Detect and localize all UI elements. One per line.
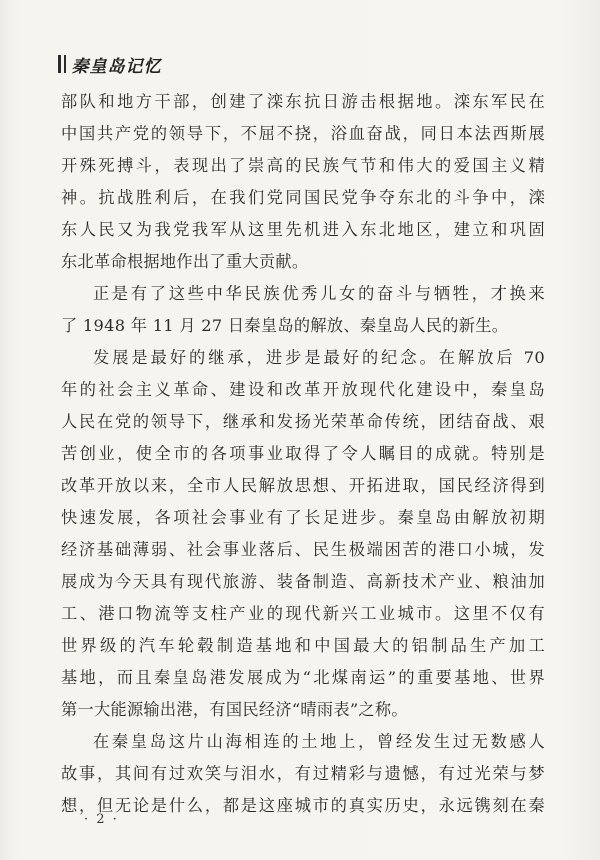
text-line: 神。抗战胜利后，在我们党同国民党争夺东北的斗争中，滦 [61, 188, 545, 207]
running-header [58, 52, 162, 76]
text-line: 开殊死搏斗，表现出了崇高的民族气节和伟大的爱国主义精 [61, 156, 545, 175]
text-line: 基地，而且秦皇岛港发展成为“北煤南运”的重要基地、世界 [61, 668, 545, 687]
text-line: 苦创业，使全市的各项事业取得了令人瞩目的成就。特别是 [61, 444, 545, 463]
body-text [61, 86, 545, 822]
text-line: 正是有了这些中华民族优秀儿女的奋斗与牺牲，才换来 [93, 284, 545, 303]
header-rule-thin [64, 55, 66, 73]
text-line: 了 1948 年 11 月 27 日秦皇岛的解放、秦皇岛人民的新生。 [61, 316, 509, 335]
text-line: 故事，其间有过欢笑与泪水，有过精彩与遗憾，有过光荣与梦 [61, 764, 545, 783]
text-line: 第一大能源输出港，有国民经济“晴雨表”之称。 [61, 700, 408, 719]
text-line: 展成为今天具有现代旅游、装备制造、高新技术产业、粮油加 [61, 572, 545, 591]
text-line: 东北革命根据地作出了重大贡献。 [61, 252, 309, 271]
running-title: 秦皇岛记忆 [71, 56, 162, 77]
text-line: 中国共产党的领导下，不屈不挠，浴血奋战，同日本法西斯展 [61, 124, 545, 143]
text-line: 快速发展，各项社会事业有了长足进步。秦皇岛由解放初期 [61, 508, 545, 527]
header-rule-thick [58, 55, 61, 73]
text-line: 发展是最好的继承，进步是最好的纪念。在解放后 70 [93, 348, 545, 367]
text-line: 工、港口物流等支柱产业的现代新兴工业城市。这里不仅有 [61, 604, 545, 623]
text-line: 人民在党的领导下，继承和发扬光荣革命传统，团结奋战、艰 [61, 412, 545, 431]
text-line: 在秦皇岛这片山海相连的土地上，曾经发生过无数感人 [93, 732, 545, 751]
text-line: 世界级的汽车轮毂制造基地和中国最大的铝制品生产加工 [61, 636, 545, 655]
text-line: 部队和地方干部，创建了滦东抗日游击根据地。滦东军民在 [61, 92, 545, 111]
page-number: · 2 · [84, 812, 119, 827]
text-line: 东人民又为我党我军从这里先机进入东北地区，建立和巩固 [61, 220, 545, 239]
text-line: 改革开放以来，全市人民解放思想、开拓进取，国民经济得到 [61, 476, 545, 495]
text-line: 年的社会主义革命、建设和改革开放现代化建设中，秦皇岛 [61, 380, 545, 399]
text-line: 经济基础薄弱、社会事业落后、民生极端困苦的港口小城，发 [61, 540, 545, 559]
text-line: 想，但无论是什么，都是这座城市的真实历史，永远镌刻在秦 [61, 796, 545, 815]
